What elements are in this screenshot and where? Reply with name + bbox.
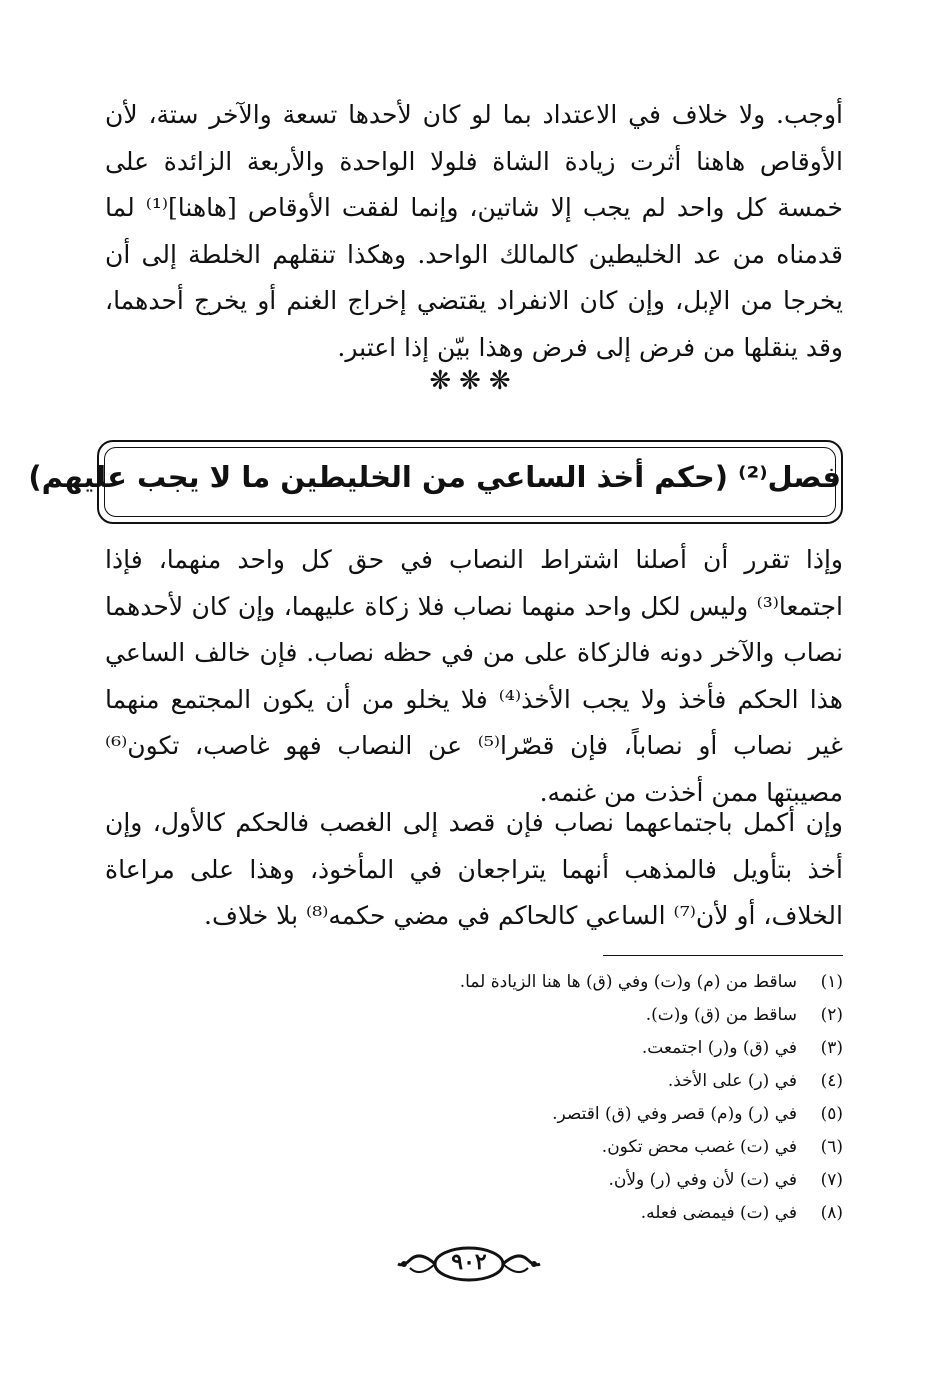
footnotes-list (105, 966, 843, 1230)
footnote-number: (٧) (820, 1170, 843, 1190)
section-title-frame (28, 440, 843, 524)
footnote-text: ساقط من (ق) و(ت). (645, 1005, 797, 1025)
page-number: ٩٠٢ (451, 1249, 487, 1275)
footnote-text: في (ت) غصب محض تكون. (601, 1137, 797, 1157)
footnote-item (105, 1032, 843, 1065)
footnote-text: في (ت) فيمضى فعله. (640, 1203, 797, 1223)
footnote-item (105, 999, 843, 1032)
footnote-text: في (ر) على الأخذ. (667, 1071, 797, 1091)
section-separator-stars: ❋❋❋ (429, 366, 519, 396)
footnote-number: (٤) (820, 1071, 843, 1091)
footnote-number: (٢) (820, 1005, 843, 1025)
footnote-item (105, 1164, 843, 1197)
paragraph-1: أوجب. ولا خلاف في الاعتداد بما لو كان لأحدها تسعة والآخر ستة، لأن الأوقاص هاهنا أثرت زيادة الشاة فلولا الواحدة والأربعة الزائدة على خمسة كل واحد لم يجب إلا شاتين، وإنما لفقت الأوقاص [هاهنا]⁽¹⁾ لما قدمناه من عد الخليطين كالمالك الواحد. وهكذا تنقلهم الخلطة إلى أن يخرجا من الإبل، وإن كان الانفراد يقتضي إخراج الغنم أو يخرج أحدهما، وقد ينقلها من فرض إلى فرض وهذا بيّن إذا اعتبر. (105, 100, 843, 362)
footnote-number: (١) (820, 972, 843, 992)
footnote-item (105, 1197, 843, 1230)
paragraph-2: وإذا تقرر أن أصلنا اشتراط النصاب في حق كل واحد منهما، فإذا اجتمعا⁽³⁾ وليس لكل واحد منهما نصاب فلا زكاة عليهما، وإن كان لأحدهما نصاب والآخر دونه فالزكاة على من في حظه نصاب. فإن خالف الساعي هذا الحكم فأخذ ولا يجب الأخذ⁽⁴⁾ فلا يخلو من أن يكون المجتمع منهما غير نصاب أو نصاباً، فإن قصّرا⁽⁵⁾ عن النصاب فهو غاصب، تكون⁽⁶⁾ مصيبتها ممن أخذت من غنمه. (105, 545, 843, 807)
footnote-number: (٣) (820, 1038, 843, 1058)
footnote-number: (٥) (820, 1104, 843, 1124)
page-number-ornament (394, 1240, 544, 1288)
footnote-item (105, 966, 843, 999)
paragraph-3: وإن أكمل باجتماعهما نصاب فإن قصد إلى الغصب فالحكم كالأول، وإن أخذ بتأويل فالمذهب أنهما يتراجعان في المأخوذ، وهذا على مراعاة الخلاف، أو لأن⁽⁷⁾ الساعي كالحاكم في مضي حكمه⁽⁸⁾ بلا خلاف. (105, 808, 843, 930)
footnote-separator (603, 955, 843, 956)
footnote-number: (٦) (820, 1137, 843, 1157)
footnote-text: في (ق) و(ر) اجتمعت. (641, 1038, 797, 1058)
footnote-item (105, 1131, 843, 1164)
footnote-text: في (ت) لأن وفي (ر) ولأن. (608, 1170, 797, 1190)
footnote-number: (٨) (820, 1203, 843, 1223)
footnote-item (105, 1098, 843, 1131)
footnote-text: ساقط من (م) و(ت) وفي (ق) ها هنا الزيادة لما. (459, 972, 797, 992)
footnote-text: في (ر) و(م) قصر وفي (ق) اقتصر. (552, 1104, 797, 1124)
footnote-item (105, 1065, 843, 1098)
section-title: فصل⁽²⁾ (حكم أخذ الساعي من الخليطين ما لا يجب عليهم) (28, 460, 841, 494)
